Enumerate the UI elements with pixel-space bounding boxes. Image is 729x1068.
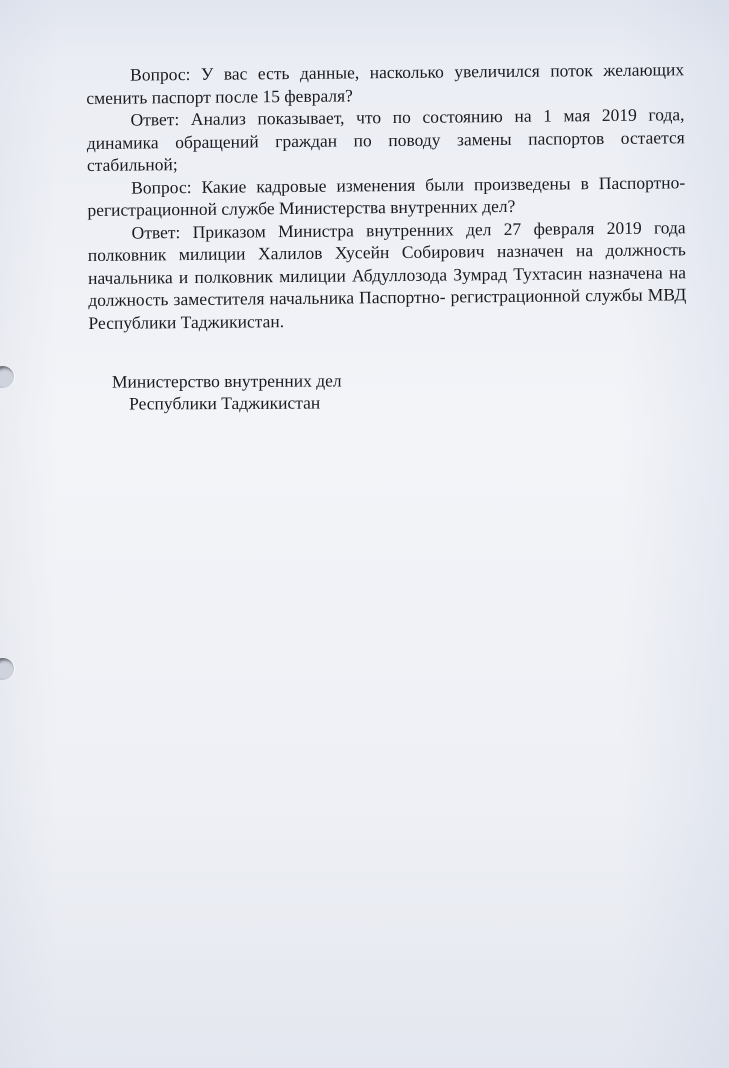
question-text: Какие кадровые изменения были произведены в Паспортно-регистрационной службе Министерства внутренних дел? <box>87 171 686 220</box>
signature-line-1: Министерство внутренних дел <box>111 370 342 392</box>
answer-paragraph-1 <box>86 103 685 176</box>
answer-text: Анализ показывает, что по состоянию на 1 мая 2019 года, динамика обращений граждан по поводу замены паспортов остается стабильной; <box>86 104 685 175</box>
question-label: Вопрос: <box>131 176 192 198</box>
answer-label: Ответ: <box>131 221 181 243</box>
question-paragraph-2 <box>87 171 685 222</box>
punch-hole-top <box>0 366 14 388</box>
signature-block <box>112 369 342 414</box>
question-text: У вас есть данные, насколько увеличился поток желающих сменить паспорт после 15 февраля? <box>86 59 685 108</box>
answer-paragraph-2 <box>88 216 687 334</box>
punch-hole-bottom <box>0 658 14 680</box>
document-body <box>86 58 687 334</box>
question-label: Вопрос: <box>130 63 191 85</box>
question-paragraph-1 <box>86 58 684 109</box>
answer-label: Ответ: <box>130 109 180 130</box>
answer-text: Приказом Министра внутренних дел 27 февраля 2019 года полковник милиции Халилов Хусейн Собирович назначен на должность начальника и полковник милиции Абдуллозода Зумрад Тухтасин назначена на должность заместителя начальника Паспортно- регистрационной службы МВД Республики Таджикистан. <box>87 216 687 333</box>
signature-line-2: Республики Таджикистан <box>129 392 321 414</box>
